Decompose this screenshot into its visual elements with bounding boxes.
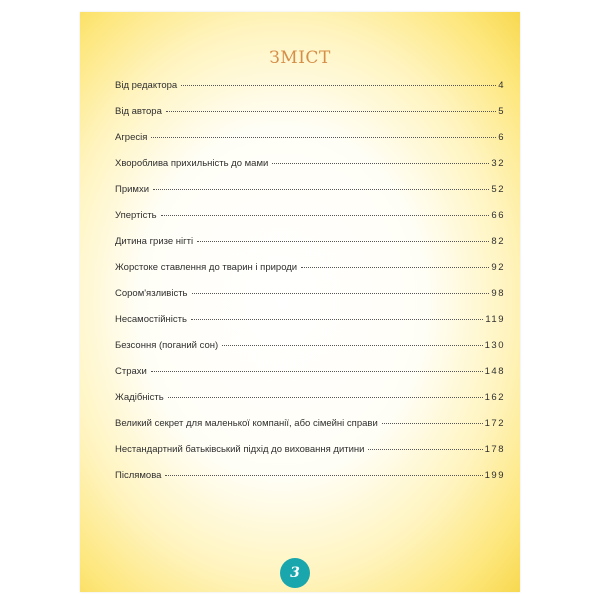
- toc-entry-page: 4: [498, 80, 505, 91]
- toc-dot-leader: [181, 85, 496, 86]
- toc-dot-leader: [368, 449, 482, 450]
- toc-entry-page: 178: [484, 444, 505, 455]
- toc-dot-leader: [151, 371, 483, 372]
- toc-dot-leader: [192, 293, 490, 294]
- toc-dot-leader: [382, 423, 483, 424]
- toc-entry-page: 6: [498, 132, 505, 143]
- toc-dot-leader: [168, 397, 483, 398]
- toc-entry-title: Від автора: [115, 106, 162, 117]
- toc-entry-page: 82: [491, 236, 505, 247]
- toc-entry-title: Дитина гризе нігті: [115, 236, 194, 247]
- toc-entry[interactable]: [115, 106, 505, 132]
- toc-entry-title: Хвороблива прихильність до мами: [115, 158, 269, 169]
- toc-dot-leader: [191, 319, 483, 320]
- toc-entry[interactable]: [115, 132, 505, 158]
- toc-entry-title: Несамостійність: [115, 314, 187, 325]
- toc-entry-title: Нестандартний батьківський підхід до виховання дитини: [115, 444, 365, 455]
- toc-entry-title: Великий секрет для маленької компанії, або сімейні справи: [115, 418, 378, 429]
- toc-entry-page: 148: [484, 366, 505, 377]
- toc-entry-page: 162: [484, 392, 505, 403]
- page-number-badge: 3: [280, 558, 310, 588]
- toc-entry[interactable]: [115, 314, 505, 340]
- toc-entry-title: Жадібність: [115, 392, 164, 403]
- toc-dot-leader: [166, 111, 496, 112]
- toc-entry[interactable]: [115, 158, 505, 184]
- toc-entry-page: 52: [491, 184, 505, 195]
- toc-dot-leader: [151, 137, 496, 138]
- toc-entry[interactable]: [115, 184, 505, 210]
- toc-entry[interactable]: [115, 262, 505, 288]
- page-title: ЗМІСТ: [269, 48, 331, 68]
- toc-entry-page: 130: [484, 340, 505, 351]
- toc-entry-title: Примхи: [115, 184, 150, 195]
- toc-entry[interactable]: [115, 80, 505, 106]
- toc-entry[interactable]: [115, 470, 505, 496]
- book-page: [80, 12, 520, 592]
- toc-entry[interactable]: [115, 418, 505, 444]
- toc-dot-leader: [301, 267, 489, 268]
- toc-entry[interactable]: [115, 288, 505, 314]
- toc-entry-page: 5: [498, 106, 505, 117]
- toc-entry-title: Сором'язливість: [115, 288, 188, 299]
- toc-entry-title: Упертість: [115, 210, 157, 221]
- table-of-contents: [115, 80, 505, 496]
- toc-entry[interactable]: [115, 366, 505, 392]
- toc-entry-title: Безсоння (поганий сон): [115, 340, 219, 351]
- toc-entry-page: 98: [491, 288, 505, 299]
- toc-entry-page: 199: [484, 470, 505, 481]
- toc-entry[interactable]: [115, 340, 505, 366]
- toc-entry-title: Страхи: [115, 366, 147, 377]
- toc-entry[interactable]: [115, 236, 505, 262]
- toc-entry[interactable]: [115, 210, 505, 236]
- toc-dot-leader: [153, 189, 489, 190]
- toc-entry[interactable]: [115, 392, 505, 418]
- toc-dot-leader: [197, 241, 489, 242]
- toc-entry-title: Агресія: [115, 132, 148, 143]
- toc-dot-leader: [165, 475, 482, 476]
- toc-entry[interactable]: [115, 444, 505, 470]
- toc-entry-page: 92: [491, 262, 505, 273]
- toc-entry-page: 172: [484, 418, 505, 429]
- toc-entry-page: 32: [491, 158, 505, 169]
- toc-entry-title: Від редактора: [115, 80, 178, 91]
- toc-entry-page: 119: [485, 314, 505, 325]
- toc-dot-leader: [161, 215, 490, 216]
- toc-entry-title: Жорстоке ставлення до тварин і природи: [115, 262, 298, 273]
- toc-entry-page: 66: [491, 210, 505, 221]
- toc-entry-title: Післямова: [115, 470, 162, 481]
- toc-dot-leader: [222, 345, 482, 346]
- toc-dot-leader: [272, 163, 489, 164]
